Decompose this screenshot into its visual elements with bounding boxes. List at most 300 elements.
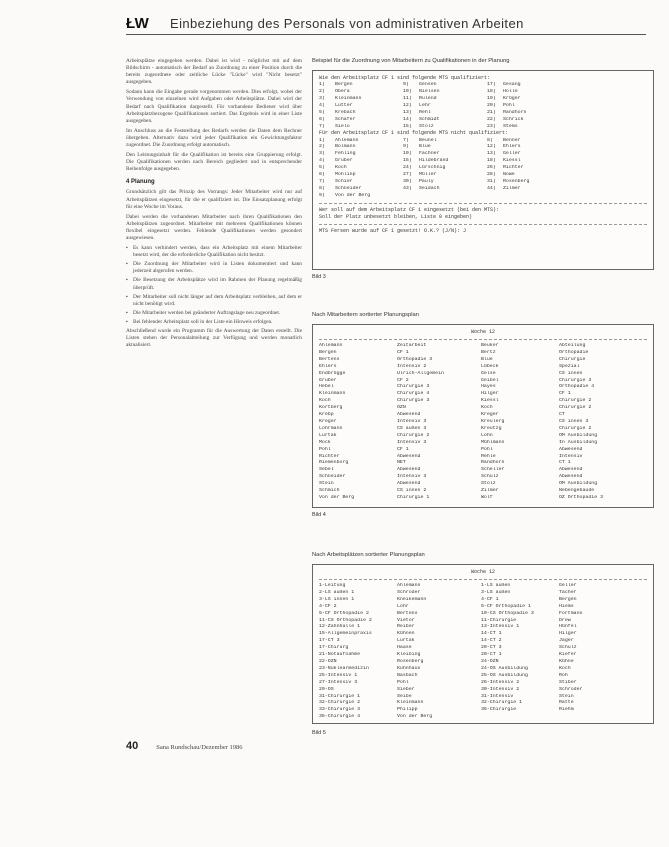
listing-cell: 28) (487, 172, 496, 178)
table-cell: 31-Intensiv (481, 693, 514, 699)
table-cell: Kreger (481, 412, 499, 418)
table-cell: CT 1 (559, 460, 571, 466)
table-cell: Kortberg (319, 405, 343, 411)
table-cell: 17-Chirurg (319, 645, 349, 651)
table-row (319, 419, 647, 426)
table-cell: Haase (397, 645, 412, 651)
figure2-label: Bild 4 (312, 512, 326, 518)
table-cell: Kleinmann (319, 391, 346, 397)
table-cell: 12-Zahnhalle 1 (319, 624, 361, 630)
listing-row (319, 165, 647, 172)
table-cell: 3-LS innen 1 (319, 596, 355, 602)
table-cell: Sebel (319, 467, 334, 473)
listing-cell: 43) (403, 185, 412, 191)
table-cell: OM Ausbildung (559, 481, 598, 487)
listing-cell: 18) (487, 158, 496, 164)
section-paragraphs (126, 189, 302, 242)
listing-cell: Schier (335, 178, 353, 184)
table-cell: Pohl (319, 446, 331, 452)
table-row (319, 666, 647, 673)
listing-cell: Seidach (419, 185, 440, 191)
table-cell: 4-CF 2 (319, 603, 337, 609)
table-cell: 33-Chirurgie 3 (319, 707, 361, 713)
table-row (319, 433, 647, 440)
table-cell: CF 1 (397, 446, 409, 452)
table-row (319, 467, 647, 474)
table-cell: 14-CT 1 (481, 631, 502, 637)
figure1-prompt1: Wer soll auf dem Arbeitsplatz CF 1 eingesetzt (bei den MTS): (319, 206, 500, 213)
table-cell: Scheller (481, 467, 505, 473)
table-row (319, 364, 647, 371)
table-row (319, 604, 647, 611)
figure1-unqualified-list (319, 138, 647, 200)
listing-cell: Rosenberg (503, 178, 530, 184)
table-row (319, 391, 647, 398)
table-cell: Lohn (481, 432, 493, 438)
table-cell: 11-Chirurgie (481, 617, 517, 623)
table-cell: Mock (319, 439, 331, 445)
table-cell: Chirurgie 3 (559, 377, 592, 383)
table-cell: Hiems (559, 603, 574, 609)
figure3-caption: Nach Arbeitsplätzen sortierter Planungsplan (312, 552, 425, 558)
listing-cell: 20) (487, 102, 496, 108)
table-cell: Orthopädie 4 (559, 384, 595, 390)
table-cell: Nasbach (397, 672, 418, 678)
footer-publication: Sana Rundschau/Dezember 1986 (156, 744, 243, 751)
table-cell: Stein (319, 481, 334, 487)
table-row (319, 638, 647, 645)
table-row (319, 597, 647, 604)
listing-cell: Pauly (419, 178, 434, 184)
table-cell: 30-Intensiv 2 (481, 686, 520, 692)
bullet-item: ▪ Die Mitarbeiter werden bei geänderter Auftragslage neu zugeordnet. (126, 310, 302, 317)
listing-cell: Fachner (419, 151, 440, 157)
table-cell: Kuhnhaus (397, 665, 421, 671)
listing-cell: 15) (403, 123, 412, 129)
table-row (319, 673, 647, 680)
table-cell: 35-Chirurgie 4 (319, 714, 361, 720)
listing-row (319, 151, 647, 158)
table-cell: Kreger (319, 418, 337, 424)
page-header-title: Einbeziehung des Personals von administrativen Arbeiten (170, 15, 524, 31)
listing-cell: Geller (503, 151, 521, 157)
table-cell: 5-CF Orthopädie 1 (481, 603, 531, 609)
body-paragraph: Dabei werden die vorhandenen Mitarbeiter nach ihren Qualifikationen den Arbeitsplätzen zugeordnet. Mitarbeiter mit mehreren Qualifikationen können flexibel eingesetzt werden. Fehlende Qualifikationen werden gesondert ausgewiesen. (126, 213, 302, 241)
table-cell: Chirurgie 2 (397, 432, 430, 438)
listing-cell: Schneider (335, 185, 362, 191)
figure3-label: Bild 5 (312, 730, 326, 736)
listing-row (319, 110, 647, 117)
table-cell: Ehlers (319, 363, 337, 369)
listing-cell: Randhorn (503, 109, 527, 115)
table-row (319, 659, 647, 666)
figure1-label: Bild 3 (312, 274, 326, 280)
listing-cell: 12) (403, 102, 412, 108)
table-cell: Rehle (481, 453, 496, 459)
table-row (319, 398, 647, 405)
table-cell: Chirurgie 1 (397, 494, 430, 500)
table-cell: Sieber (397, 686, 415, 692)
listing-separator (319, 579, 647, 580)
listing-cell: 31) (487, 178, 496, 184)
table-row (319, 645, 647, 652)
table-cell: Nebengebäude (559, 488, 595, 494)
figure1-heading1: Wie den Arbeitsplatz CF 1 sind folgende MTS qualifiziert: (319, 75, 491, 81)
table-cell: CS innen (559, 370, 583, 376)
bullet-item: ▪ Bei fehlender Arbeitsplatz soll in der Liste ein Hinweis erfolgen. (126, 319, 302, 326)
table-cell: CS innen 2 (397, 488, 427, 494)
page-footer (126, 740, 646, 752)
table-cell: Von der Berg (319, 494, 355, 500)
listing-cell: Lürschnig (419, 165, 446, 171)
table-row (319, 707, 647, 714)
table-cell: Orthopädie (559, 349, 589, 355)
table-cell: NET (397, 460, 406, 466)
table-cell: 1-Leitung (319, 583, 346, 588)
listing-row (319, 158, 647, 165)
table-cell: Chirurgie 2 (559, 398, 592, 404)
page-number: 40 (126, 740, 139, 752)
table-row (319, 700, 647, 707)
listing-cell: Möhlinp (335, 172, 356, 178)
table-cell: Lurtak (319, 432, 337, 438)
table-cell: Vietor (397, 617, 415, 623)
table-cell: Intensiv 3 (397, 418, 427, 424)
listing-cell: 21) (487, 109, 496, 115)
table-row (319, 405, 647, 412)
table-cell: Bergen (559, 596, 577, 602)
listing-cell: 1) (319, 137, 325, 143)
table-row (319, 680, 647, 687)
listing-cell: 15) (403, 158, 412, 164)
listing-cell: Koch (335, 165, 347, 171)
listing-cell: 10) (403, 89, 412, 94)
body-paragraph: Den Leistungsinhalt für die Qualifikation ist bereits eine Gruppierung erfolgt. Die Qualifikationen werden nach Bereich gegliedert und in entsprechender Reihenfolge ausgegeben. (126, 152, 302, 173)
table-row (319, 454, 647, 461)
table-cell: Lurtak (397, 638, 415, 644)
table-cell: CS innen 3 (559, 418, 589, 424)
table-cell: 13-Intensiv 1 (481, 624, 520, 630)
table-cell: Bertz (481, 349, 496, 355)
listing-cell: 7) (403, 137, 409, 143)
listing-cell: Gesang (503, 82, 521, 88)
table-cell: Ratte (559, 700, 574, 706)
table-row (319, 631, 647, 638)
listing-cell: Müller (419, 172, 437, 178)
figure2-heading: Woche 12 (470, 329, 495, 335)
table-cell: Abteilung (559, 343, 586, 348)
listing-cell: 27) (403, 172, 412, 178)
listing-cell: 4) (319, 158, 325, 164)
figure1-qualified-list (319, 82, 647, 130)
table-cell: Rosenberg (397, 658, 424, 664)
table-cell: Hilger (559, 631, 577, 637)
table-cell: Bertens (319, 356, 340, 362)
figure1-prompt2: Soll der Platz unbesetzt bleiben, Liste 0 eingeben) (319, 213, 473, 220)
table-cell: Schröder (559, 686, 583, 692)
listing-cell: 44) (487, 185, 496, 191)
table-row (319, 583, 647, 590)
listing-separator (319, 339, 647, 340)
table-cell: Schröder (397, 589, 421, 595)
table-cell: Abwesend (397, 481, 421, 487)
listing-cell: Kleinmann (335, 95, 362, 101)
table-cell: Chirurgie 4 (397, 391, 430, 397)
listing-cell: Hölle (503, 89, 518, 94)
table-cell: Intensiv 3 (397, 439, 427, 445)
listing-cell: Richter (503, 165, 524, 171)
bullet-item: ▪ Es kann verhindert werden, dass ein Arbeitsplatz mit einem Mitarbeiter besetzt wird, der die erforderliche Qualifikation nicht besitzt. (126, 245, 302, 259)
listing-cell: 2) (319, 89, 325, 94)
table-cell: Seibe (397, 693, 412, 699)
table-cell: 20-CT 3 (481, 645, 502, 651)
figure3-listing (312, 564, 654, 724)
table-cell: CT (559, 412, 565, 418)
table-row (319, 611, 647, 618)
table-cell: Abwesend (559, 467, 583, 473)
listing-cell: Ahlemann (335, 137, 359, 143)
listing-cell: 26) (487, 165, 496, 171)
listing-cell: 14) (403, 116, 412, 122)
listing-separator (319, 224, 647, 225)
body-paragraph: Sodann kann die Eingabe gerade vorgenommen werden. Dies erfolgt, wobei der Verwendung von einzelnen wird Aufgaben oder Arbeitsplätze. Dabei wird der Bedarf nach Qualifikation dargestellt. Für vorhandene Bediener wird über Arbeitsplatzbezogene Qualifikationen sortiert. Das Ergebnis wird in einer Liste ausgegeben. (126, 89, 302, 124)
listing-cell: Ehlers (503, 144, 521, 150)
listing-cell: 10) (403, 151, 412, 157)
table-cell: Reiber (397, 624, 415, 630)
table-row (319, 495, 647, 502)
table-cell: Mühlmann (481, 439, 505, 445)
listing-cell (403, 193, 417, 200)
table-row (319, 371, 647, 378)
listing-cell: Bolmann (335, 144, 356, 150)
body-paragraph: Im Anschluss an die Feststellung des Bedarfs werden die Daten dem Rechner übergeben. Alternativ dazu wird jeder Qualifikation ein Gewichtungsfaktor zugeordnet. Die Zuordnung erfolgt automatisch. (126, 127, 302, 149)
listing-cell: 24) (403, 165, 412, 171)
table-cell: Krebp (319, 412, 334, 418)
section-title: 4 Planung (126, 179, 155, 186)
listing-cell: 13) (403, 109, 412, 115)
table-cell: Chirurgie 2 (559, 405, 592, 411)
listing-cell: Gruber (335, 158, 353, 164)
listing-cell: Fehling (335, 151, 356, 157)
table-cell: Lohrmann (319, 425, 343, 431)
table-cell: Hebel (319, 384, 334, 390)
listing-cell: Lehr (419, 102, 431, 108)
table-cell: 31-Chirurgie 1 (319, 693, 361, 699)
listing-row (319, 138, 647, 145)
table-cell: 5-CF Orthopädie 2 (319, 610, 369, 616)
table-cell: Kleinmann (397, 700, 424, 706)
table-cell: Chirurgie 2 (559, 425, 592, 431)
table-cell (559, 714, 649, 721)
table-cell: 32-Chirurgie 2 (319, 700, 361, 706)
listing-cell: Zilmer (503, 185, 521, 191)
table-cell: Bergen (319, 349, 337, 355)
listing-cell: Nowe (503, 172, 515, 178)
table-cell: Abwesend (559, 446, 583, 452)
listing-cell: Gensen (419, 82, 437, 88)
listing-cell: Obera (335, 89, 350, 94)
body-paragraph: Arbeitsplätze eingegeben werden. Dabei ist wird - möglichst mit auf dem Bildschirm - automatisch der Bedarf an Zuordnung zu einer Position durch die bereits zugeordnete oder zeitliche Lücke "Lücke" wird "Nicht besetzt" ausgegeben. (126, 58, 302, 86)
table-cell: Ahlemann (397, 583, 421, 588)
listing-cell: Schäfer (335, 116, 356, 122)
table-cell: Riemenborg (319, 460, 349, 466)
listing-cell: 2) (319, 144, 325, 150)
table-cell: 25-OS Ausbildung (481, 672, 528, 678)
table-cell: Bertens (397, 610, 418, 616)
table-cell: Philipp (397, 707, 418, 713)
table-row (319, 652, 647, 659)
listing-cell: 6) (319, 116, 325, 122)
table-row (319, 412, 647, 419)
bullet-item: ▪ Die Besetzung der Arbeitsplätze wird im Rahmen der Planung regelmäßig überprüft. (126, 277, 302, 291)
page-header (126, 12, 646, 34)
table-row (319, 378, 647, 385)
listing-row (319, 179, 647, 186)
listing-cell: Lutter (335, 102, 353, 108)
listing-cell: Bergen (335, 82, 353, 88)
listing-cell: 8) (487, 137, 493, 143)
listing-cell: 18) (487, 89, 496, 94)
table-cell: 10-CS Orthopädie 3 (481, 610, 534, 616)
publication-logo: ŁW (126, 14, 149, 32)
listing-cell: Nielsen (419, 89, 440, 94)
listing-cell: Stems (503, 123, 518, 129)
table-cell: Blue (481, 356, 493, 362)
closing-paragraph: Abschließend wurde ein Programm für die Auswertung der Daten erstellt. Die Listen stehen der Personalabteilung zur Verfügung und werden monatlich aktualisiert. (126, 328, 302, 349)
table-cell: 1-LS außen (481, 583, 511, 588)
table-row (319, 590, 647, 597)
table-cell: Chirurgie 3 (397, 398, 430, 404)
table-cell: Lohr (397, 603, 409, 609)
listing-cell: 17) (487, 82, 496, 88)
listing-cell: 5) (319, 109, 325, 115)
bullet-item: ▪ Die Zuordnung der Mitarbeiter wird in Listen dokumentiert und kann jederzeit abgerufen werden. (126, 261, 302, 275)
table-cell: 23-Nuklearmedizin (319, 665, 369, 671)
table-cell: 29-OS (319, 686, 334, 692)
table-cell: Kneikemann (397, 596, 427, 602)
table-cell: Stolz (481, 481, 496, 487)
table-cell: Ulrich-Allgemein (397, 370, 444, 376)
listing-cell (419, 193, 485, 200)
table-cell: OZ Orthopädie 3 (559, 494, 604, 500)
table-cell: OZN (397, 405, 406, 411)
listing-cell: 13) (487, 151, 496, 157)
table-cell: Drew (559, 617, 571, 623)
table-cell: Kiessl (481, 398, 499, 404)
listing-row (319, 193, 647, 200)
listing-cell: Pohl (503, 102, 515, 108)
listing-cell: 3) (319, 151, 325, 157)
table-cell: 4-CF 1 (481, 596, 499, 602)
listing-row (319, 124, 647, 131)
table-cell: 25-Intensiv 1 (319, 672, 358, 678)
table-cell: Randhorn (481, 460, 505, 466)
table-cell: Fortmann (559, 610, 583, 616)
listing-cell: Benner (503, 137, 521, 143)
table-cell: Ahlemann (319, 343, 343, 348)
table-cell (481, 714, 557, 721)
table-cell: Geibel (481, 377, 499, 383)
table-cell: Chirurgie (559, 356, 586, 362)
listing-cell: 6) (319, 172, 325, 178)
figure2-caption: Nach Mitarbeitern sortierter Planungsplan (312, 312, 419, 318)
table-cell: Riehm (559, 707, 574, 713)
table-cell: Lübeck (481, 363, 499, 369)
listing-cell: Hildebrand (419, 158, 449, 164)
table-cell: Hayes (481, 384, 496, 390)
listing-cell: 9) (319, 192, 325, 198)
table-cell: Schmich (319, 488, 340, 494)
table-cell: 14-CT 2 (481, 638, 502, 644)
listing-cell: 4) (319, 102, 325, 108)
listing-cell: 22) (487, 116, 496, 122)
table-cell: 32-Chirurgie 1 (481, 700, 523, 706)
table-cell: Intensiv 3 (397, 474, 427, 480)
table-cell: Beuker (481, 343, 499, 348)
listing-cell: 7) (319, 178, 325, 184)
table-cell: Zeitarbeit (397, 343, 427, 348)
left-text-column (126, 58, 302, 728)
table-cell: Koch (559, 665, 571, 671)
table-cell: 36-Chirurgie (481, 707, 517, 713)
table-cell: Pohl (397, 679, 409, 685)
table-cell: Koch (319, 398, 331, 404)
listing-cell: 5) (319, 165, 325, 171)
table-cell: Koch (481, 405, 493, 411)
table-cell: Gruber (319, 377, 337, 383)
table-row (319, 618, 647, 625)
figure1-listing (312, 70, 654, 270)
body-paragraph: Grundsätzlich gilt das Prinzip des Vorrangs: Jeder Mitarbeiter wird nur auf Arbeitsplätzen eingesetzt, für die er qualifiziert ist. Die Einsatzplanung erfolgt für eine Woche im Voraus. (126, 189, 302, 210)
listing-cell: Krüger (503, 95, 521, 101)
table-cell: Pohl (481, 446, 493, 452)
table-cell: OM Ausbildung (559, 432, 598, 438)
table-row (319, 343, 647, 350)
listing-separator (319, 203, 647, 204)
table-row (319, 426, 647, 433)
table-cell: Kühne (559, 658, 574, 664)
table-cell: 20-CT 1 (481, 652, 502, 658)
listing-cell: Sielo (335, 123, 350, 129)
listing-cell: 12) (487, 144, 496, 150)
listing-row (319, 172, 647, 179)
table-row (319, 481, 647, 488)
listing-row (319, 96, 647, 103)
table-cell: 3-LS außen (481, 589, 511, 595)
table-cell: Kreulerg (481, 418, 505, 424)
table-cell: Jäger (559, 638, 574, 644)
table-cell: Hilger (481, 391, 499, 397)
table-row (319, 694, 647, 701)
listing-cell (487, 193, 501, 200)
table-cell: Intensiv (559, 453, 583, 459)
bullet-item: ▪ Der Mitarbeiter soll nicht länger auf dem Arbeitsplatz verbleiben, auf dem er nicht benötigt wird. (126, 294, 302, 308)
figure3-table (319, 583, 647, 721)
figure1-result: MTS Fersen wurde auf CF 1 gesetzt! O.K.? (J/N): J (319, 227, 467, 234)
bullet-list (126, 245, 302, 326)
listing-cell: 3) (319, 95, 325, 101)
table-row (319, 357, 647, 364)
listing-row (319, 144, 647, 151)
figure2-listing (312, 324, 654, 508)
table-cell: 27-Intensiv 3 (319, 679, 358, 685)
table-cell: 24-OZN (481, 658, 499, 664)
listing-row (319, 186, 647, 193)
listing-cell: Krebach (335, 109, 356, 115)
listing-cell: Schmidt (419, 116, 440, 122)
table-row (319, 687, 647, 694)
table-cell: Gelse (481, 370, 496, 376)
